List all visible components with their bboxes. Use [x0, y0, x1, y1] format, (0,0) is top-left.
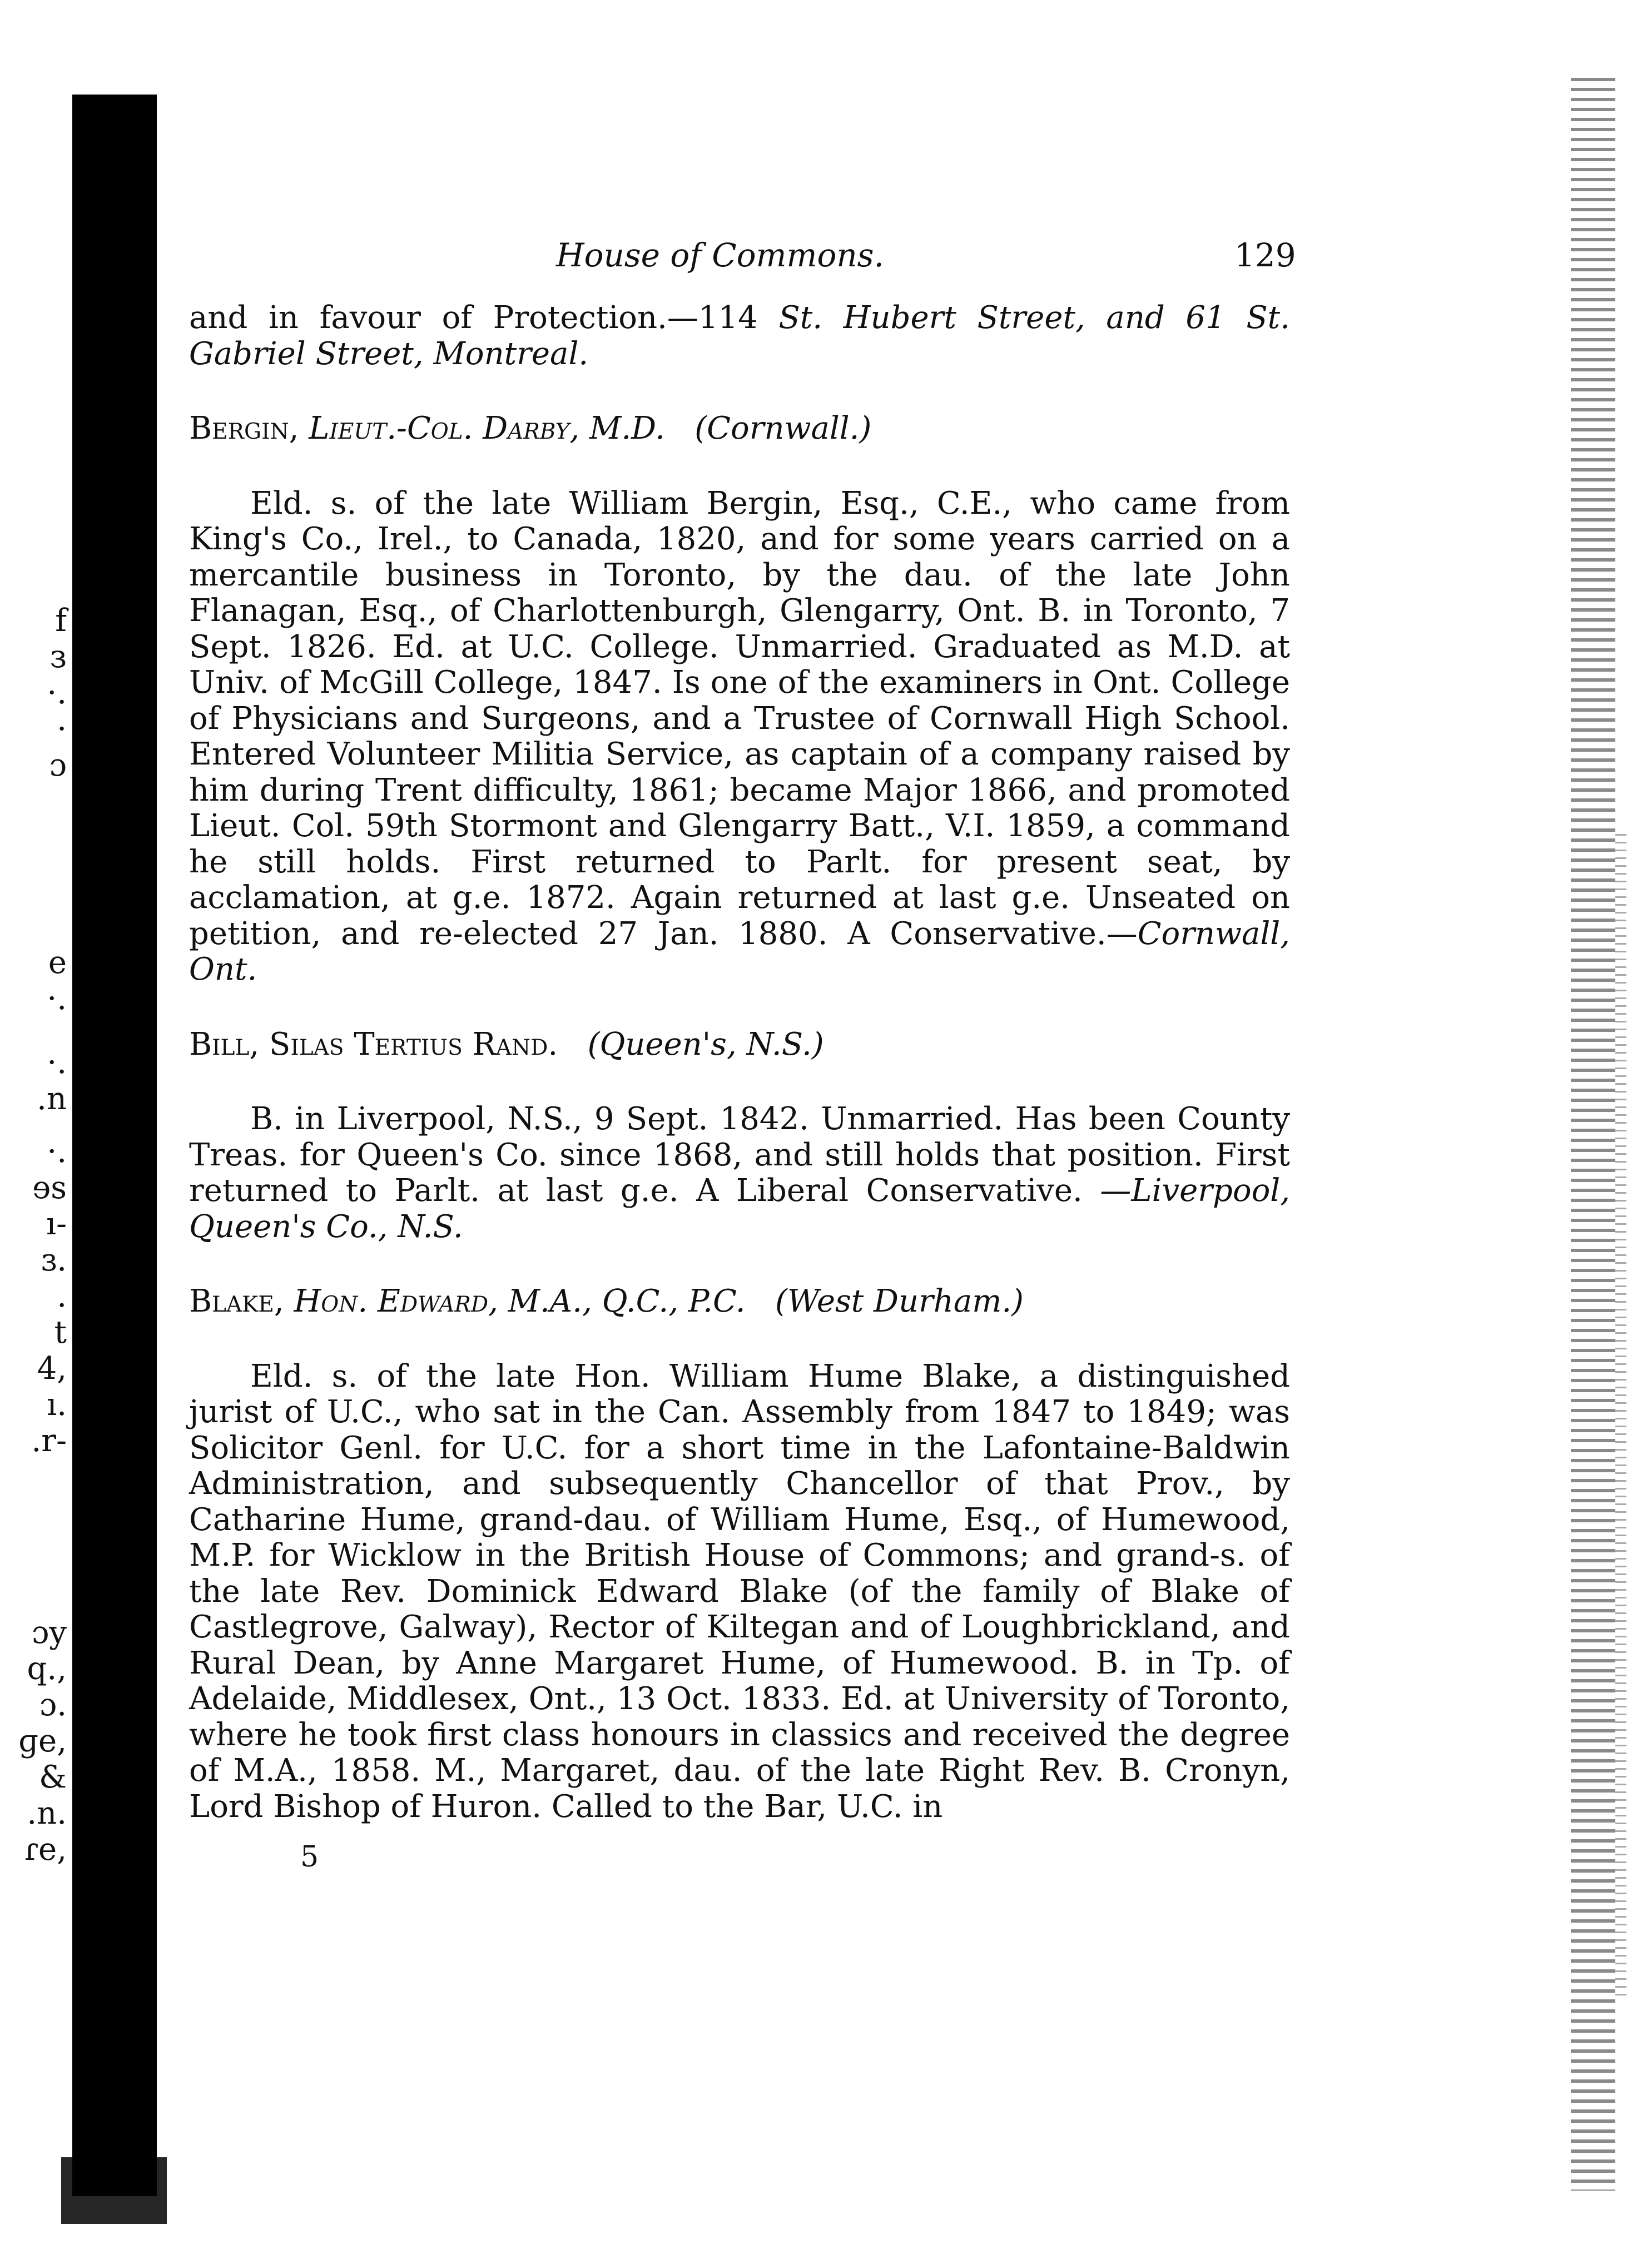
entry-name: Silas Tertius Rand. — [269, 1026, 558, 1063]
margin-fragment: ɔ. — [39, 1687, 67, 1723]
margin-fragment: ı. — [47, 1387, 67, 1423]
margin-fragment: t — [54, 1314, 67, 1351]
margin-fragment: ·. — [47, 675, 67, 711]
entry-bio: Eld. s. of the late William Bergin, Esq., C.E., who came from King's Co., Irel., to Canada, 1820, and for some years carried on a mercantile business in Toronto, by the dau. of the late John Flanagan, Esq., of Charlottenburgh, Glengarry, Ont. B. in Toronto, 7 Sept. 1826. Ed. at U.C. College. Unmarried. Graduated as M.D. at Univ. of McGill College, 1847. Is one of the examiners in Ont. College of Physicians and Surgeons, and a Trustee of Cornwall High School. Entered Volunteer Militia Service, as captain of a company raised by him during Trent difficulty, 1861; became Major 1866, and promoted Lieut. Col. 59th Stormont and Glengarry Batt., V.I. 1859, a command he still holds. First returned to Parlt. for present seat, by acclamation, at g.e. 1872. Again returned at last g.e. Unseated on petition, and re-elected 27 Jan. 1880. A Conservative.— — [189, 485, 1290, 952]
margin-fragment: ɘs — [32, 1170, 67, 1206]
page-body — [189, 300, 1290, 1825]
margin-fragment: 4, — [37, 1351, 67, 1387]
binding-shadow — [72, 95, 157, 2196]
facing-page-edge — [1571, 78, 1615, 2191]
margin-fragment: ı- — [46, 1206, 67, 1242]
margin-fragment: & — [39, 1759, 67, 1795]
margin-fragment: . — [57, 1278, 67, 1314]
margin-fragment: .n — [37, 1081, 67, 1117]
entry-surname: Blake, — [189, 1283, 284, 1319]
binding-shadow-bottom — [61, 2157, 167, 2224]
entry-bio-blake — [189, 1359, 1290, 1825]
entry-constituency: (Queen's, N.S.) — [587, 1026, 824, 1063]
margin-fragment: ·. — [47, 981, 67, 1017]
entry-bio-bergin — [189, 486, 1290, 988]
margin-fragment: .r- — [31, 1423, 67, 1459]
entry-constituency: (West Durham.) — [775, 1283, 1024, 1319]
margin-fragment: .n. — [27, 1795, 67, 1831]
entry-surname: Bill, — [189, 1026, 260, 1063]
entry-address: Cornwall, Ont. — [189, 915, 1290, 987]
margin-fragment: ɡe, — [18, 1723, 67, 1759]
margin-fragment: ɔ — [49, 747, 67, 783]
margin-fragment: ·. — [47, 1134, 67, 1170]
running-title: House of Commons. — [556, 236, 884, 274]
entry-bio: Eld. s. of the late Hon. William Hume Blake, a distinguished jurist of U.C., who sat in the Can. Assembly from 1847 to 1849; was Solicitor Genl. for U.C. for a short time in the Lafontaine-Baldwin Administration, and subsequently Chancellor of that Prov., by Catharine Hume, grand-dau. of William Hume, Esq., of Humewood, M.P. for Wicklow in the British House of Commons; and grand-s. of the late Rev. Dominick Edward Blake (of the family of Blake of Castlegrove, Galway), Rector of Kiltegan and of Loughbrickland, and Rural Dean, by Anne Margaret Hume, of Humewood. B. in Tp. of Adelaide, Middlesex, Ont., 13 Oct. 1833. Ed. at University of Toronto, where he took first class honours in classics and received the degree of M.A., 1858. M., Margaret, dau. of the late Right Rev. B. Cronyn, Lord Bishop of Huron. Called to the Bar, U.C. in — [189, 1358, 1290, 1825]
margin-fragment: e — [48, 945, 67, 981]
margin-fragment: · — [57, 711, 67, 747]
intro-paragraph — [189, 300, 1290, 372]
entry-heading-blake — [189, 1284, 1290, 1320]
facing-page-edge-strip — [1615, 834, 1626, 2002]
entry-constituency: (Cornwall.) — [694, 410, 872, 446]
entry-name: Hon. Edward, M.A., Q.C., P.C. — [294, 1283, 746, 1319]
intro-text: and in favour of Protection.—114 — [189, 300, 779, 336]
entry-heading-bergin — [189, 411, 1290, 447]
margin-fragment: ɜ. — [41, 1242, 67, 1278]
page-number: 129 — [1234, 236, 1296, 274]
margin-fragment: q., — [27, 1651, 67, 1687]
margin-fragment: ɔy — [32, 1615, 67, 1651]
entry-address: —Liverpool, Queen's Co., N.S. — [189, 1173, 1290, 1245]
entry-name: Lieut.-Col. Darby, M.D. — [309, 410, 665, 446]
margin-fragment: ɾe, — [24, 1831, 67, 1868]
entry-bio: B. in Liverpool, N.S., 9 Sept. 1842. Unmarried. Has been County Treas. for Queen's Co. since 1868, and still holds that position. First returned to Parlt. at last g.e. A Liberal Conservative. — [189, 1101, 1290, 1209]
margin-fragment: з — [49, 639, 67, 675]
entry-surname: Bergin, — [189, 410, 299, 446]
margin-fragment: f — [55, 603, 67, 639]
entry-heading-bill — [189, 1027, 1290, 1063]
signature-mark: 5 — [300, 1840, 319, 1874]
intro-address: St. Hubert Street, and 61 St. Gabriel Street, Montreal. — [189, 300, 1290, 372]
entry-bio-bill — [189, 1101, 1290, 1245]
margin-fragment: ·. — [47, 1045, 67, 1081]
